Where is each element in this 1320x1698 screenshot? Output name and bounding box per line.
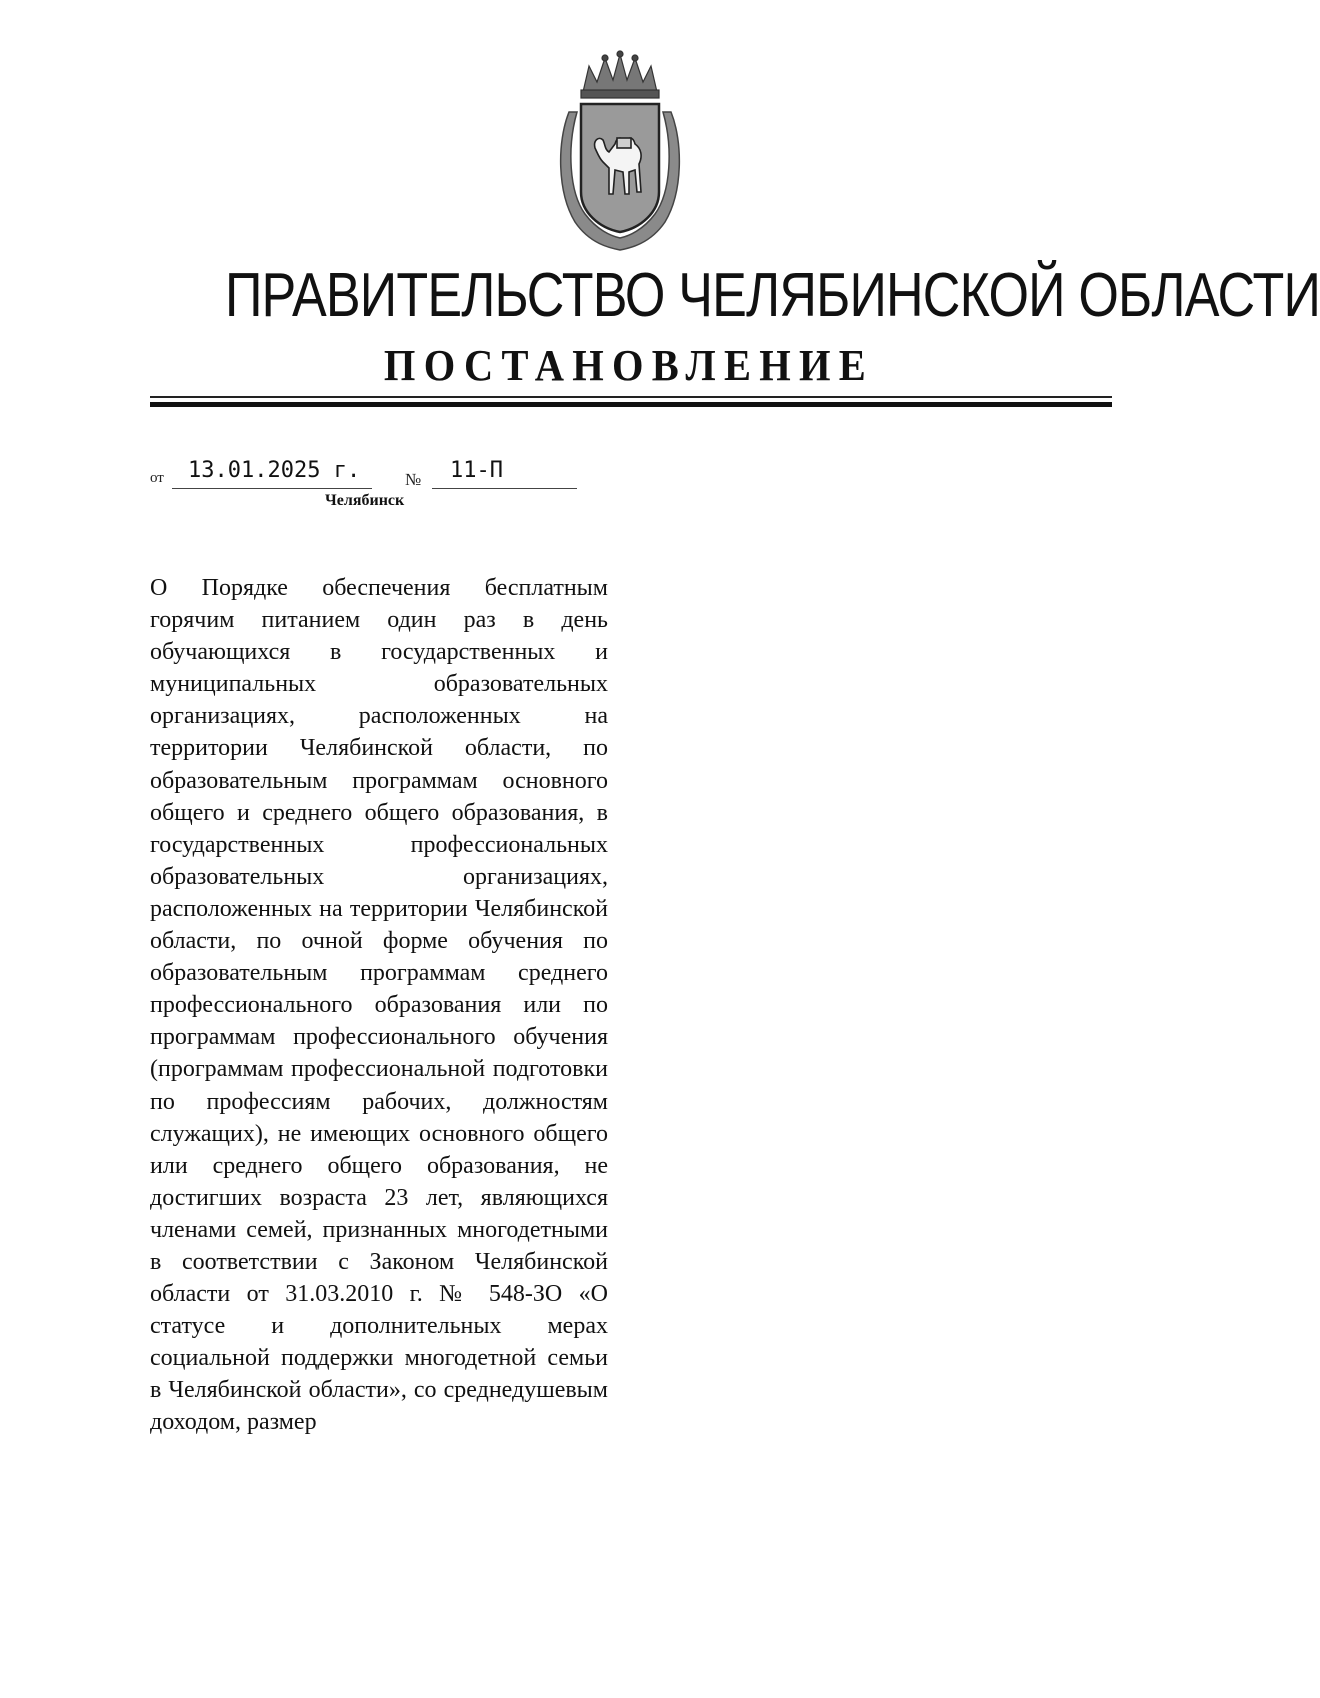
number-value: 11-П: [450, 458, 503, 483]
number-underline: [432, 488, 577, 489]
subject-paragraph: О Порядке обеспечения бесплатным горячим питанием один раз в день обучающихся в государственных и муниципальных образовательных организациях, расположенных на территории Челябинской области, по образовательным программам основного общего и среднего общего образования, в государственных профессиональных образовательных организациях, расположенных на территории Челябинской области, по очной форме обучения по образовательным программам среднего профессионального образования или по программам профессионального обучения (программам профессиональной подготовки по профессиям рабочих, должностям служащих), не имеющих основного общего или среднего общего образования, не достигших возраста 23 лет, являющихся членами семей, признанных многодетными в соответствии с Законом Челябинской области от 31.03.2010 г. № 548-ЗО «О статусе и дополнительных мерах социальной поддержки многодетной семьи в Челябинской области», со среднедушевым доходом, размер: [150, 575, 608, 1436]
document-meta: [150, 448, 600, 508]
document-type-heading: ПОСТАНОВЛЕНИЕ: [383, 341, 875, 390]
date-value: 13.01.2025 г.: [188, 458, 361, 483]
number-label: №: [405, 470, 422, 489]
government-title: ПРАВИТЕЛЬСТВО ЧЕЛЯБИНСКОЙ ОБЛАСТИ: [224, 261, 1320, 330]
header-divider-thin: [150, 396, 1112, 398]
date-underline: [172, 488, 372, 489]
city-name: Челябинск: [325, 492, 405, 509]
coat-of-arms-icon: [555, 52, 685, 252]
crown-icon: [581, 51, 659, 98]
date-label: от: [150, 470, 164, 486]
document-subject: [150, 572, 608, 1439]
header-divider-thick: [150, 402, 1112, 407]
